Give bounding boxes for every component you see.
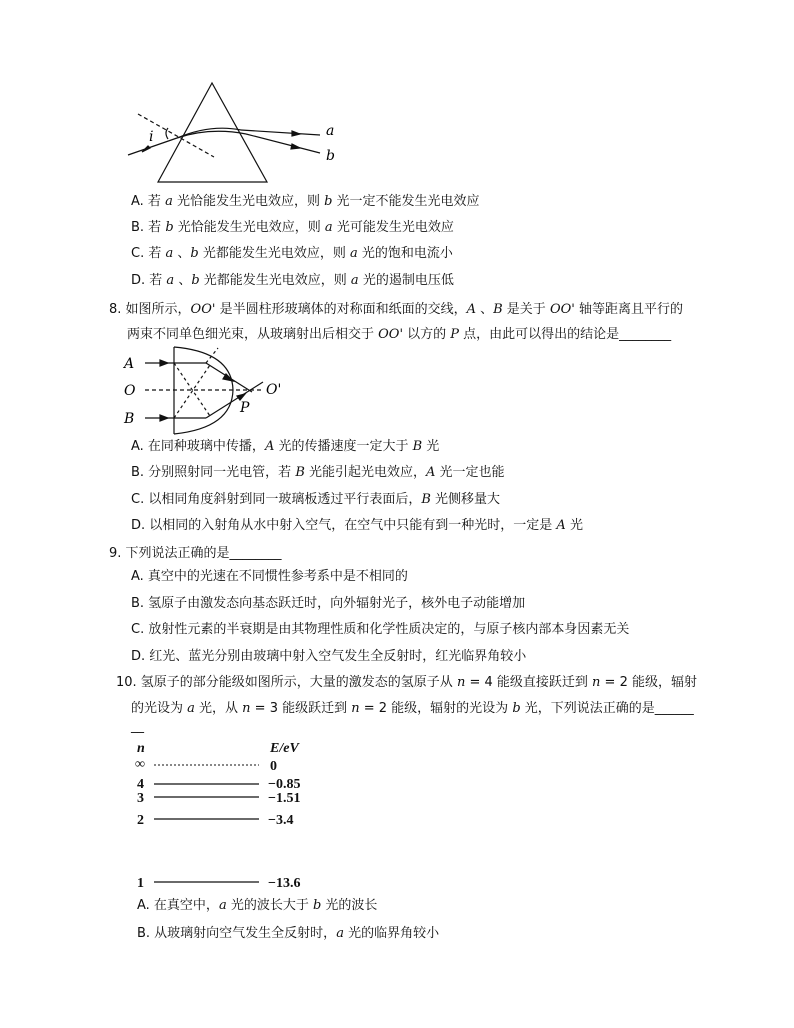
q7-option-a: A. 若 a 光恰能发生光电效应，则 b 光一定不能发生光电效应 <box>131 194 480 209</box>
q8-option-a: A. 在同种玻璃中传播，A 光的传播速度一定大于 B 光 <box>131 439 440 454</box>
label-P: P <box>240 400 250 416</box>
q10-stem-line1: 10. 氢原子的部分能级如图所示，大量的激发态的氢原子从 n = 4 能级直接跃迁到 n = 2 能级，辐射 <box>116 675 697 690</box>
q9-option-d: D. 红光、蓝光分别由玻璃中射入空气发生全反射时，红光临界角较小 <box>131 649 527 664</box>
q10-option-b: B. 从玻璃射向空气发生全反射时，a 光的临界角较小 <box>137 926 440 941</box>
q7-option-c: C. 若 a 、b 光都能发生光电效应，则 a 光的饱和电流小 <box>131 246 453 261</box>
level-3-e: −1.51 <box>268 791 301 806</box>
q8-option-b: B. 分别照射同一光电管，若 B 光能引起光电效应，A 光一定也能 <box>131 465 505 480</box>
q8-stem-line2: 两束不同单色细光束，从玻璃射出后相交于 OO' 以方的 P 点，由此可以得出的结论是________ <box>127 327 672 342</box>
level-4-n: 4 <box>137 777 144 792</box>
label-i: i <box>149 129 154 145</box>
q7-option-d: D. 若 a 、b 光都能发生光电效应，则 a 光的遏制电压低 <box>131 273 454 288</box>
n-header: n <box>137 741 145 756</box>
q9-option-a: A. 真空中的光速在不同惯性参考系中是不相同的 <box>131 569 408 584</box>
e-header: E/eV <box>270 741 299 756</box>
q10-stem-line2: 的光设为 a 光，从 n = 3 能级跃迁到 n = 2 能级，辐射的光设为 b 光，下列说法正确的是______ <box>131 701 694 716</box>
level-inf-e: 0 <box>270 759 277 774</box>
q9-option-c: C. 放射性元素的半衰期是由其物理性质和化学性质决定的，与原子核内部本身因素无关 <box>131 622 630 637</box>
q10-stem-line3: __ <box>131 719 144 734</box>
level-3-n: 3 <box>137 791 144 806</box>
level-1-n: 1 <box>137 876 144 891</box>
level-2-n: 2 <box>137 813 144 828</box>
label-A: A <box>124 356 135 372</box>
q8-stem-line1: 8. 如图所示，OO' 是半圆柱形玻璃体的对称面和纸面的交线，A 、B 是关于 OO' 轴等距离且平行的 <box>109 302 683 317</box>
level-2-e: −3.4 <box>268 813 294 828</box>
level-inf-n: ∞ <box>135 757 145 772</box>
q9-stem: 9. 下列说法正确的是________ <box>109 546 282 561</box>
q9-option-b: B. 氢原子由激发态向基态跃迁时，向外辐射光子，核外电子动能增加 <box>131 596 526 611</box>
q8-option-d: D. 以相同的入射角从水中射入空气，在空气中只能有到一种光时，一定是 A 光 <box>131 518 583 533</box>
q8-option-c: C. 以相同角度斜射到同一玻璃板透过平行表面后，B 光侧移量大 <box>131 492 501 507</box>
level-1-e: −13.6 <box>268 876 301 891</box>
level-4-e: −0.85 <box>268 777 301 792</box>
label-b: b <box>326 148 335 164</box>
label-a: a <box>326 123 335 139</box>
label-O: O <box>124 383 136 399</box>
q10-option-a: A. 在真空中，a 光的波长大于 b 光的波长 <box>137 898 378 913</box>
label-O-prime: O' <box>266 382 282 398</box>
q7-option-b: B. 若 b 光恰能发生光电效应，则 a 光可能发生光电效应 <box>131 220 454 235</box>
label-B: B <box>124 411 135 427</box>
